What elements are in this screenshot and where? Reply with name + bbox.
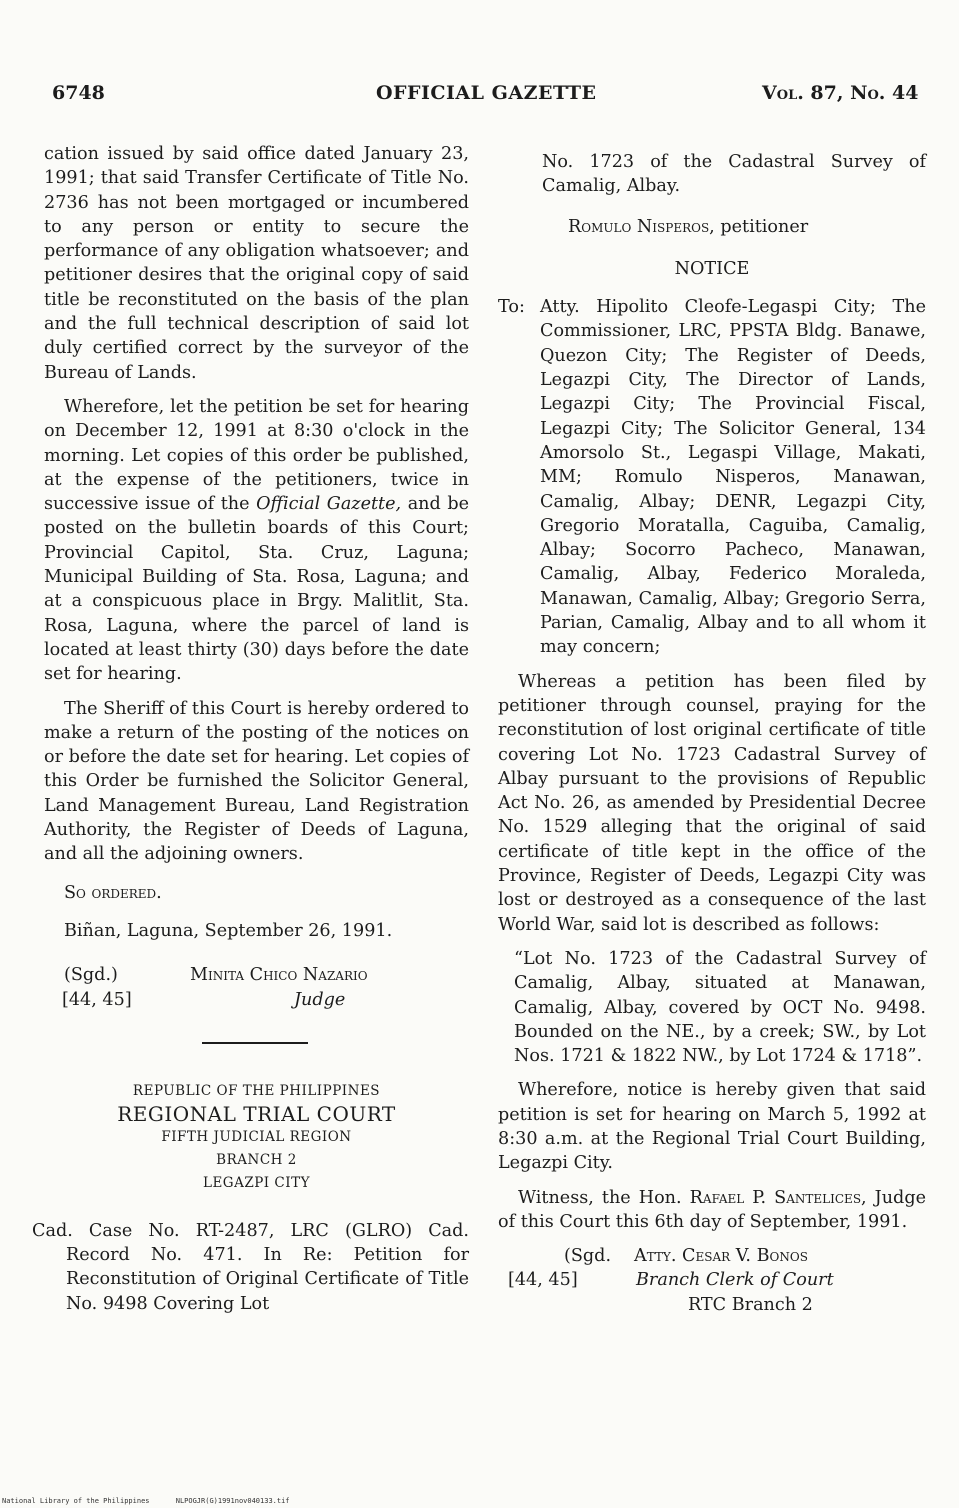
- volume-issue: Vol. 87, No. 44: [762, 82, 919, 104]
- caption-continuation: No. 1723 of the Cadastral Survey of Camalig, Albay.: [542, 152, 926, 197]
- scan-footer: [2, 1497, 312, 1505]
- left-column: [32, 142, 470, 1316]
- paragraph-witness: [498, 1186, 926, 1235]
- petitioner-line: [498, 215, 926, 239]
- clerk-sgd: (Sgd.: [564, 1246, 612, 1267]
- lot-description: “Lot No. 1723 of the Cadastral Survey of Camalig, Albay, situated at Manawan, Camalig, Albay, covered by OCT No. 9498. Bounded on the NE., by a creek; SW., by Lot Nos. 1721 & 1822 NW., by Lot 1724 & 1718”.: [514, 948, 926, 1067]
- branch-line: BRANCH 2: [216, 1151, 297, 1168]
- footer-file: NLPOGJR(G)1991nov040133.tif: [175, 1497, 290, 1505]
- paragraph-wherefore: [44, 395, 469, 687]
- clerk-title: Branch Clerk of Court: [636, 1270, 834, 1291]
- judge-name: Minita Chico Nazario: [190, 965, 368, 986]
- clerk-issue-ref: [44, 45]: [508, 1270, 578, 1291]
- footer-library: National Library of the Philippines: [2, 1497, 150, 1505]
- region-line: FIFTH JUDICIAL REGION: [161, 1128, 352, 1145]
- witness-text-a: Witness, the Hon.: [518, 1187, 690, 1208]
- witness-text-b: , Judge of this Court this 6th day of September, 1991.: [498, 1187, 926, 1232]
- clerk-signature: [498, 1244, 926, 1268]
- paragraph-whereas: Whereas a petition has been filed by petitioner through counsel, praying for the reconstitution of lost original certificate of title covering Lot No. 1723 Cadastral Survey of Albay pursuant to the provisions of Republic Act No. 26, as amended by Presidential Decree No. 1529 alleging that the original of said certificate of title kept in the office of the Province, Register of Deeds, Legazpi City was lost or destroyed as a consequence of the last World War, said lot is described as follows:: [498, 671, 926, 935]
- right-column: [498, 150, 926, 1317]
- sgd-label: (Sgd.): [64, 965, 118, 986]
- republic-line: REPUBLIC OF THE PHILIPPINES: [132, 1082, 381, 1099]
- wherefore-text-a: Wherefore, let the petition be set for hearing on December 12, 1991 at 8:30 o'clock in the morning. Let copies of this order be published, at the expense of the petitioners, twice in successive issue of the: [44, 396, 469, 515]
- judge-title-line: [44, 988, 469, 1012]
- city-line: LEGAZPI CITY: [202, 1174, 311, 1191]
- judge-signature: [44, 963, 469, 987]
- paragraph-sheriff: The Sheriff of this Court is hereby ordered to make a return of the posting of the notices on or before the date set for hearing. Let copies of this Order be furnished the Solicitor General, Land Management Bureau, Land Registration Authority, the Register of Deeds of Laguna, and all the adjoining owners.: [44, 698, 469, 865]
- section-divider: [202, 1042, 308, 1044]
- case-caption: Cad. Case No. RT-2487, LRC (GLRO) Cad. Record No. 471. In Re: Petition for Reconstitution of Original Certificate of Title No. 9498 Covering Lot: [32, 1220, 469, 1314]
- paragraph-notice-hearing: Wherefore, notice is hereby given that said petition is set for hearing on March 5, 1992 at 8:30 a.m. at the Regional Trial Court Building, Legazpi City.: [498, 1080, 926, 1174]
- issue-ref: [44, 45]: [62, 989, 132, 1010]
- notice-heading: NOTICE: [674, 258, 750, 279]
- court-heading: [44, 1080, 469, 1195]
- clerk-name: Atty. Cesar V. Bonos: [634, 1246, 808, 1267]
- place-date: Biñan, Laguna, September 26, 1991.: [64, 920, 393, 941]
- rtc-line: REGIONAL TRIAL COURT: [117, 1101, 396, 1126]
- publication-title: OFFICIAL GAZETTE: [376, 82, 597, 104]
- gazette-italic: Official Gazette,: [256, 494, 402, 515]
- addressees: [498, 295, 926, 659]
- page-number: 6748: [52, 82, 105, 104]
- petitioner-role: , petitioner: [709, 216, 809, 237]
- judge-title: Judge: [294, 989, 346, 1010]
- clerk-branch: RTC Branch 2: [688, 1294, 813, 1315]
- petitioner-name: Romulo Nisperos: [568, 216, 710, 237]
- to-label: To:: [498, 297, 525, 318]
- so-ordered: So ordered.: [64, 882, 162, 903]
- witness-judge: Rafael P. Santelices: [689, 1187, 862, 1208]
- paragraph-continuation: cation issued by said office dated January 23, 1991; that said Transfer Certificate of Title No. 2736 has not been mortgaged or incumbered to any person or entity to secure the performance of any obligation whatsoever; and petitioner desires that the original copy of said title be reconstituted on the basis of the plan and the full technical description of said lot duly certified correct by the surveyor of the Bureau of Lands.: [44, 144, 469, 383]
- clerk-title-line: [498, 1268, 926, 1292]
- wherefore-text-b: and be posted on the bulletin boards of this Court; Provincial Capitol, Sta. Cruz, Laguna; Municipal Building of Sta. Rosa, Laguna; and at a conspicuous place in Brgy. Malitlit, Sta. Rosa, Laguna, where the parcel of land is located at least thirty (30) days before the date set for hearing.: [44, 494, 470, 685]
- to-list: Atty. Hipolito Cleofe-Legaspi City; The Commissioner, LRC, PPSTA Bldg. Banawe, Quezon City; The Register of Deeds, Legazpi City, The Director of Lands, Legazpi City; The Provincial Fiscal, Legazpi City; The Solicitor General, 134 Amorsolo St., Legaspi Village, Makati, MM; Romulo Nisperos, Manawan, Camalig, Albay; DENR, Legazpi City, Gregorio Moratalla, Caguiba, Camalig, Albay; Socorro Pacheco, Manawan, Camalig, Albay, Federico Moraleda, Manawan, Camalig, Albay; Gregorio Serra, Parian, Camalig, Albay and to all whom it may concern;: [540, 297, 926, 658]
